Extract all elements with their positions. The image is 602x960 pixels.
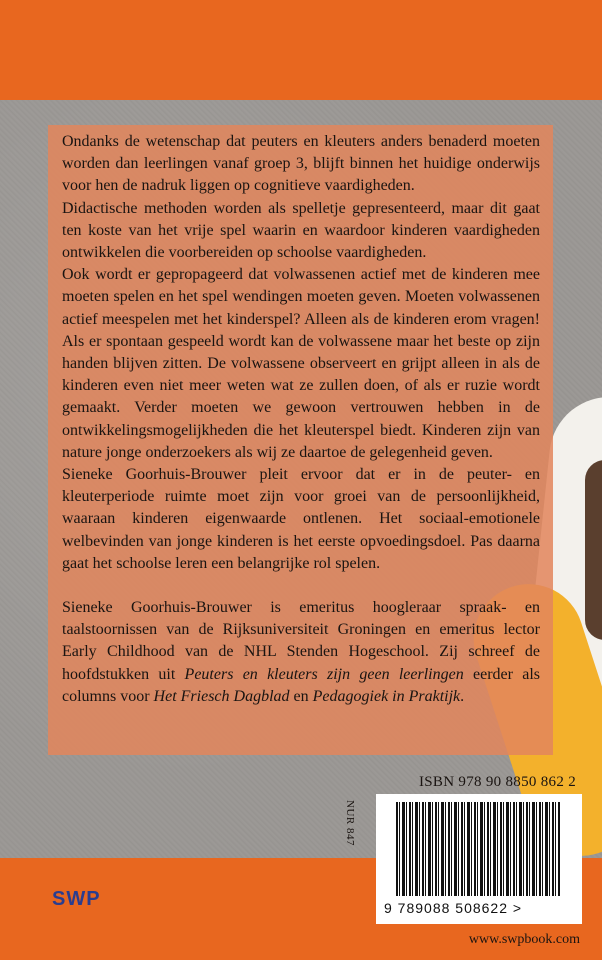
paragraph-1-text: Ondanks de wetenschap dat peuters en kleuters anders benaderd moeten worden dan leerlingen vanaf groep 3, blijft binnen het huidige onderwijs voor hen de nadruk liggen op cognitieve vaardigheden.: [62, 133, 540, 195]
paragraph-4: [62, 464, 540, 575]
author-bio-text-3: en: [289, 687, 313, 705]
book-title: Peuters en kleuters zijn geen leerlingen: [184, 665, 464, 683]
back-cover-text: [62, 131, 540, 708]
photo-dark-shape: [585, 460, 602, 640]
barcode-number: 9 789088 508622 >: [384, 900, 523, 916]
barcode-bars: [396, 802, 560, 896]
publisher-logo: SWP: [52, 888, 101, 910]
author-bio: [62, 597, 540, 708]
author-bio-text-2: eerder als columns voor: [62, 665, 541, 705]
paragraph-4-text: Sieneke Goorhuis-Brouwer pleit ervoor dat er in de peuter- en kleuterperiode ruimte moet zijn voor groei van de persoonlijkheid, waaraan kinderen eigenwaarde ontlenen. Het sociaal-emotionele welbevinden van jonge kinderen is het eerste opvoedingsdoel. Pas daarna gaat het schoolse leren een belangrijke rol spelen.: [62, 466, 540, 572]
barcode: [376, 794, 582, 924]
paragraph-2: [62, 198, 540, 265]
author-bio-text-4: .: [460, 687, 465, 705]
publisher-website: www.swpbook.com: [468, 932, 580, 947]
isbn-text: ISBN 978 90 8850 862 2: [418, 774, 576, 790]
newspaper-title: Het Friesch Dagblad: [153, 687, 290, 705]
paragraph-3: [62, 264, 540, 464]
nur-code: NUR 847: [344, 800, 356, 846]
magazine-title: Pedagogiek in Praktijk: [312, 687, 461, 705]
author-bio-text-1: Sieneke Goorhuis-Brouwer is emeritus hoogleraar spraak- en taalstoornissen van de Rijksuniversiteit Groningen en emeritus lector Early Childhood van de NHL Stenden Hogeschool. Zij schreef de hoofdstukken uit: [62, 599, 540, 683]
paragraph-2-text: Didactische methoden worden als spelletje gepresenteerd, maar dit gaat ten koste van het vrije spel waarin en waardoor kinderen vaardigheden ontwikkelen die voorbereiden op schoolse vaardigheden.: [62, 199, 540, 262]
paragraph-3-text: Ook wordt er gepropageerd dat volwassenen actief met de kinderen mee moeten spelen en het spel wendingen moeten geven. Moeten volwassenen actief meespelen met het kinderspel? Alleen als de kinderen erom vragen! Als er spontaan gespeeld wordt kan de volwassene maar het beste op zijn handen blijven zitten. De volwassene observeert en grijpt alleen in als de kinderen even niet meer weten wat ze zullen doen, of als er ruzie wordt gemaakt. Verder moeten we gewoon vertrouwen hebben in de ontwikkelingsmogelijkheden die het kleuterspel biedt. Kinderen zijn van nature jonge onderzoekers als wij ze daartoe de gelegenheid geven.: [62, 266, 540, 461]
paragraph-1: [62, 131, 540, 198]
top-orange-band: [0, 0, 602, 100]
